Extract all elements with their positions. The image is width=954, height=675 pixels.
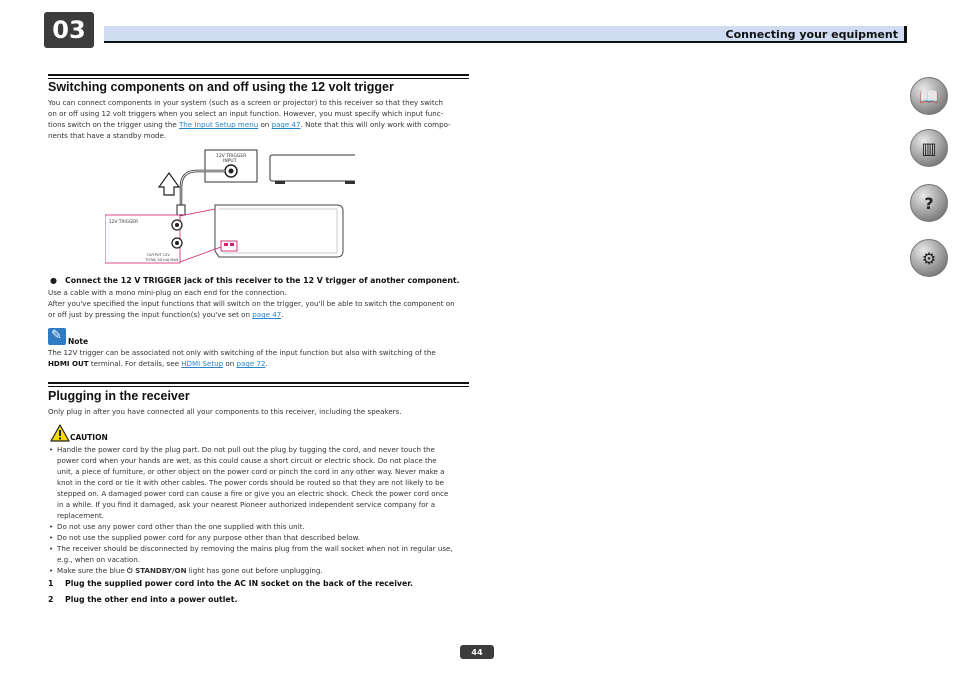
note-label: Note [68,337,89,346]
page-47-link-2[interactable]: page 47 [252,310,282,319]
tools-icon[interactable]: ⚙ [910,239,948,277]
faq-icon[interactable]: ? [910,184,948,222]
chapter-number: 03 [44,12,94,48]
connect-trigger-details: Use a cable with a mono mini-plug on each end for the connection. After you've specified the input functions that will switch on the trigger, you'll be able to switch the component on or off just by pressing the input function(s) you've set on page 47. [48,288,455,319]
caution-icon [50,424,70,442]
hdmi-setup-link[interactable]: HDMI Setup [181,359,224,368]
caution-list [48,444,471,576]
page-47-link[interactable]: page 47 [271,120,301,129]
step-1-text: Plug the supplied power cord into the AC IN socket on the back of the receiver. [65,579,413,588]
section-rule [48,74,469,76]
book-icon[interactable]: 📖 [910,77,948,115]
connect-trigger-instruction: Connect the 12 V TRIGGER jack of this receiver to the 12 V trigger of another component. [65,276,460,285]
caution-item: • The receiver should be disconnected by removing the mains plug from the wall socket when not in regular use, e.g., when on vacation. [48,543,471,565]
plugging-intro: Only plug in after you have connected all your components to this receiver, including the speakers. [48,407,402,416]
section-rule-2 [48,382,469,384]
direction-arrow [159,173,179,195]
header-bar [104,26,907,43]
bullet-dot: ● [50,276,57,285]
trigger-input-label-2: INPUT [223,159,237,164]
note-text: The 12V trigger can be associated not only with switching of the input function but also with switching of the HDMI OUT terminal. For details, see HDMI Setup on page 72. [48,348,436,368]
remote-icon[interactable]: ▥ [910,129,948,167]
step-2-number: 2 [48,595,54,604]
step-1-number: 1 [48,579,54,588]
caution-item: • Do not use the supplied power cord for any purpose other than that described below. [48,532,471,543]
trigger-intro: You can connect components in your system (such as a screen or projector) to this receiver so that they switch on or off using 12 volt triggers when you select an input function. However, you must specify which input func- tions switch on the trigger using the The Input Setup menu on page 47. Note that this will only work with compo- nents that have a standby mode. [48,98,451,140]
step-2-text: Plug the other end into a power outlet. [65,595,238,604]
section-heading-trigger: Switching components on and off using the 12 volt trigger [48,80,394,94]
external-component [270,155,355,181]
page-72-link[interactable]: page 72 [236,359,266,368]
caution-item: • Make sure the blue ⏻ STANDBY/ON light has gone out before unplugging. [48,565,471,576]
trigger-input-label-1: 12V TRIGGER [216,154,247,159]
input-setup-link[interactable]: The Input Setup menu [178,120,259,129]
rear-trigger-label: 12V TRIGGER [109,220,139,225]
caution-item: • Do not use any power cord other than the one supplied with this unit. [48,521,471,532]
header-title: Connecting your equipment [725,28,898,41]
trigger-connection-diagram [105,147,355,272]
output-label-2: TOTAL 50 mA MAX [145,258,179,262]
note-icon [48,328,66,345]
output-label-1: OUTPUT 12V [147,253,170,257]
section-heading-plugging: Plugging in the receiver [48,389,190,403]
page-number: 44 [460,645,494,659]
caution-label: CAUTION [70,433,108,442]
caution-item: • Handle the power cord by the plug part. Do not pull out the plug by tugging the cord, and never touch the power cord when your hands are wet, as this could cause a short circuit or electric shock. Do not place the unit, a piece of furniture, or other object on the power cord or pinch the cord in any other way. Never make a knot in the cord or tie it with other cables. The power cords should be routed so that they are not likely to be stepped on. A damaged power cord can cause a fire or give you an electric shock. Check the power cord once in a while. If you find it damaged, ask your nearest Pioneer authorized independent service company for a replacement. [48,444,471,521]
